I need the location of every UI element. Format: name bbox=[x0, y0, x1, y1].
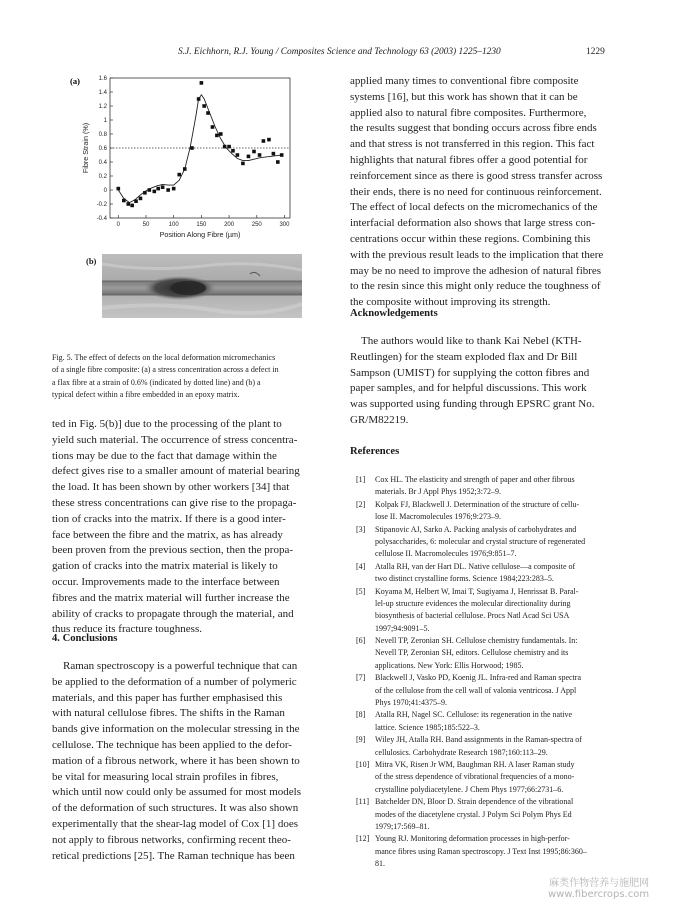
body-line: materials, and this paper has further emphasised this bbox=[52, 691, 283, 704]
data-point bbox=[206, 111, 210, 115]
data-point bbox=[183, 167, 187, 171]
reference-line: lel-up structure evidences the molecular directionality during bbox=[375, 598, 571, 608]
reference-line: Atalla RH, van der Hart DL. Native cellulose—a composite of bbox=[375, 561, 576, 571]
reference-number: [1] bbox=[356, 475, 366, 484]
journal-citation: S.J. Eichhorn, R.J. Young / Composites Science and Technology 63 (2003) 1225–1230 bbox=[178, 47, 501, 57]
data-point bbox=[202, 104, 206, 108]
data-point bbox=[211, 125, 215, 129]
data-point bbox=[190, 146, 194, 150]
body-line: highlights that natural fibres offer a good potential for bbox=[350, 153, 588, 166]
body-line: tion of cracks into the matrix. If there is a good inter- bbox=[52, 512, 286, 525]
body-line: applied also to natural fibre composites. Furthermore, bbox=[350, 106, 587, 119]
body-line: not apply to fibrous networks, confirming recent theo- bbox=[52, 833, 291, 846]
reference-number: [11] bbox=[356, 797, 370, 807]
y-tick-label: 0.4 bbox=[98, 160, 107, 167]
body-line: which until now could only be assumed for most models bbox=[52, 786, 301, 799]
reference-line: Young RJ. Monitoring deformation processes in high-perfor- bbox=[375, 834, 570, 844]
reference-line: biosynthesis of bacterial cellulose. Procs Natl Acad Sci USA bbox=[375, 611, 570, 621]
body-line: defect gives rise to a smaller amount of material bearing bbox=[52, 465, 300, 478]
right-column-body bbox=[350, 74, 603, 311]
reference-item bbox=[356, 709, 626, 734]
body-line: experimentally that the shear-lag model of Cox [1] does bbox=[52, 817, 298, 830]
data-point bbox=[219, 132, 223, 136]
body-line: with natural cellulose fibres. The shifts in the Raman bbox=[52, 707, 285, 720]
reference-line: Kolpak FJ, Blackwell J. Determination of the structure of cellu- bbox=[375, 499, 580, 509]
reference-number: [4] bbox=[356, 561, 366, 571]
data-point bbox=[262, 139, 266, 143]
body-line: Sampson (UMIST) for supplying the cotton fibres and bbox=[350, 366, 590, 379]
reference-line: lose II. Macromolecules 1976;9:273–9. bbox=[375, 512, 501, 522]
data-point bbox=[252, 150, 256, 154]
body-line: may be no need to improve the adhesion of natural fibres bbox=[350, 264, 602, 277]
x-axis-label: Position Along Fibre (µm) bbox=[159, 230, 241, 239]
reference-item bbox=[356, 796, 626, 833]
reference-line: cellulose II. Macromolecules 1976;9:851–7. bbox=[375, 549, 517, 559]
data-point bbox=[267, 138, 271, 142]
data-point bbox=[200, 81, 204, 85]
reference-line: 1997;94:9091–5. bbox=[375, 623, 430, 633]
caption-line: of a single fibre composite: (a) a stress concentration across a defect in bbox=[52, 365, 279, 375]
reference-line: mance fibres using Raman spectroscopy. J Text Inst 1995;86:360– bbox=[375, 846, 587, 856]
data-point bbox=[177, 173, 181, 177]
data-point bbox=[117, 187, 121, 191]
x-tick-label: 300 bbox=[279, 222, 290, 228]
fit-curve bbox=[118, 95, 281, 203]
body-line: reinforcement since as there is good stress transfer across bbox=[350, 169, 603, 182]
caption-line: Fig. 5. The effect of defects on the local deformation micromechanics bbox=[52, 353, 276, 362]
data-point bbox=[272, 152, 276, 156]
reference-line: modes of the diacetylene crystal. J Polym Sci Polym Phys Ed bbox=[375, 809, 572, 819]
body-line: paper samples, and for helpful discussions. This work bbox=[350, 382, 587, 395]
body-line: was supported using funding through EPSRC grant No. bbox=[350, 398, 595, 411]
data-point bbox=[223, 145, 227, 149]
y-tick-label: 1.4 bbox=[98, 90, 107, 97]
body-line: Reutlingen) for the steam exploded flax and Dr Bill bbox=[350, 350, 578, 363]
reference-number: [7] bbox=[356, 673, 366, 683]
acknowledgements-body bbox=[350, 334, 594, 429]
reference-item bbox=[356, 499, 626, 524]
reference-line: Cox HL. The elasticity and strength of paper and other fibrous bbox=[375, 475, 575, 484]
reference-line: 81. bbox=[375, 859, 385, 869]
data-point bbox=[215, 134, 219, 138]
reference-line: Stipanovic AJ, Sarko A. Packing analysis of carbohydrates and bbox=[375, 524, 577, 534]
data-point bbox=[172, 187, 176, 191]
data-point bbox=[166, 188, 170, 192]
y-tick-label: 0.2 bbox=[98, 174, 107, 181]
page-number: 1229 bbox=[586, 47, 605, 57]
body-line: yield such material. The occurrence of stress concentra- bbox=[52, 433, 298, 446]
reference-line: Mitra VK, Risen Jr WM, Baughman RH. A laser Raman study bbox=[375, 759, 575, 769]
reference-item bbox=[356, 474, 626, 499]
reference-item bbox=[356, 561, 626, 586]
panel-b-label: (b) bbox=[86, 256, 97, 266]
reference-item bbox=[356, 833, 626, 870]
reference-line: lattice. Science 1985;185:522–3. bbox=[375, 722, 480, 732]
y-tick-label: 0.6 bbox=[98, 146, 107, 153]
x-tick-label: 100 bbox=[168, 222, 179, 228]
figure-caption bbox=[52, 352, 279, 402]
reference-item bbox=[356, 759, 626, 796]
reference-number: [8] bbox=[356, 710, 366, 720]
data-point bbox=[280, 153, 284, 157]
x-tick-label: 0 bbox=[116, 222, 120, 228]
reference-number: [12] bbox=[356, 834, 370, 844]
reference-line: of the stress dependence of vibrational frequencies of a mono- bbox=[375, 772, 575, 782]
data-point bbox=[143, 191, 147, 195]
reference-line: Nevell TP, Zeronian SH, editors. Cellulose chemistry and its bbox=[375, 648, 569, 658]
reference-line: Koyama M, Helbert W, Imai T, Sugiyama J, Henrissat B. Paral- bbox=[375, 586, 579, 596]
reference-number: [2] bbox=[356, 499, 366, 509]
data-point bbox=[258, 153, 262, 157]
reference-line: applications. New York: Ellis Horwood; 1985. bbox=[375, 660, 524, 670]
y-tick-label: 0 bbox=[103, 188, 107, 195]
data-point bbox=[156, 187, 160, 191]
reference-line: materials. Br J Appl Phys 1952;3:72–9. bbox=[375, 487, 501, 497]
y-tick-label: 1.2 bbox=[98, 104, 107, 111]
data-point bbox=[122, 199, 126, 203]
body-line: been proven from the previous section, then the propa- bbox=[52, 544, 294, 557]
body-line: mation of a fibrous network, where it has been shown to bbox=[52, 754, 300, 767]
data-point bbox=[139, 197, 143, 201]
body-line: thus reduce its fracture toughness. bbox=[52, 623, 202, 636]
reference-item bbox=[356, 672, 626, 709]
reference-line: Phys 1970;41:4375–9. bbox=[375, 698, 448, 708]
body-line: retical predictions [25]. The Raman technique has been bbox=[52, 849, 295, 862]
data-point bbox=[236, 153, 240, 157]
acknowledgements-heading: Acknowledgements bbox=[350, 308, 438, 319]
reference-line: Blackwell J, Vasko PD, Koenig JL. Infra-red and Raman spectra bbox=[375, 673, 582, 683]
watermark-line: www.fibercrops.com bbox=[548, 889, 650, 900]
reference-line: cellulosics. Carbohydrate Research 1987;160:113–29. bbox=[375, 747, 548, 757]
reference-item bbox=[356, 586, 626, 636]
body-line: be applied to the deformation of a number of polymeric bbox=[52, 675, 297, 688]
body-line: ted in Fig. 5(b)] due to the processing of the plant to bbox=[52, 418, 282, 430]
reference-list bbox=[356, 474, 626, 871]
conclusions-body bbox=[52, 659, 301, 864]
data-point bbox=[148, 188, 152, 192]
x-tick-label: 150 bbox=[196, 222, 207, 228]
body-line: The authors would like to thank Kai Nebel (KTH- bbox=[361, 335, 582, 347]
watermark-line: 麻类作物营养与施肥网 bbox=[549, 878, 650, 889]
body-line: the composite without improving its strength. bbox=[350, 296, 551, 309]
figure-5a bbox=[58, 72, 310, 252]
body-line: interfacial deformation also shows that large stress con- bbox=[350, 217, 596, 230]
data-point bbox=[227, 145, 231, 149]
figure-5b bbox=[58, 250, 310, 320]
body-line: bands give information on the molecular stressing in the bbox=[52, 723, 300, 736]
body-line: with the previous result leads to the implication that there bbox=[350, 248, 604, 261]
body-line: GR/M82219. bbox=[350, 413, 409, 426]
body-line: The effect of local defects on the micromechanics of the bbox=[350, 201, 598, 214]
body-line: these stress concentrations can give rise to the propaga- bbox=[52, 496, 297, 509]
reference-item bbox=[356, 635, 626, 672]
strain-profile-chart bbox=[58, 72, 310, 252]
body-line: to the resin since this might only reduce the toughness of bbox=[350, 280, 601, 293]
reference-line: 1979;17:569–81. bbox=[375, 821, 430, 831]
y-tick-label: -0.2 bbox=[96, 202, 107, 209]
y-tick-label: 1.6 bbox=[98, 76, 107, 83]
body-line: and that stress is not transferred in this region. This fact bbox=[350, 138, 595, 151]
body-line: be vital for measuring local strain profiles in fibres, bbox=[52, 770, 279, 783]
body-line: fibres and the matrix material will further increase the bbox=[52, 591, 290, 604]
reference-line: Atalla RH, Nagel SC. Cellulose: its regeneration in the native bbox=[375, 710, 573, 720]
x-tick-label: 200 bbox=[224, 222, 235, 228]
reference-item bbox=[356, 524, 626, 561]
body-line: the results suggest that bonding occurs across fibre ends bbox=[350, 122, 597, 135]
x-tick-label: 250 bbox=[251, 222, 262, 228]
reference-line: polysaccharides, 6: molecular and crystal structure of regenerated bbox=[375, 536, 586, 546]
watermark bbox=[548, 874, 649, 900]
data-point bbox=[134, 199, 138, 203]
body-line: gation of cracks into the matrix material is likely to bbox=[52, 560, 278, 573]
body-line: of the deformation of such structures. It was also shown bbox=[52, 802, 299, 815]
data-point bbox=[231, 149, 235, 153]
data-point bbox=[276, 160, 280, 164]
reference-line: Wiley JH, Atalla RH. Band assignments in the Raman-spectra of bbox=[375, 735, 582, 745]
reference-line: crystalline polydiacetylene. J Chem Phys 1977;66:2731–6. bbox=[375, 784, 564, 794]
caption-line: typical defect within a fibre embedded in an epoxy matrix. bbox=[52, 390, 240, 400]
fibre-defect-micrograph bbox=[102, 254, 302, 318]
left-column-body bbox=[52, 417, 300, 638]
references-heading: References bbox=[350, 446, 400, 457]
data-point bbox=[197, 97, 201, 101]
body-line: centrations occur within these regions. Combining this bbox=[350, 232, 591, 245]
conclusions-heading: 4. Conclusions bbox=[52, 633, 118, 644]
y-tick-label: -0.4 bbox=[96, 216, 107, 223]
reference-item bbox=[356, 734, 626, 759]
caption-line: a flax fibre at a strain of 0.6% (indicated by dotted line) and (b) a bbox=[52, 377, 261, 387]
y-tick-label: 0.8 bbox=[98, 132, 107, 139]
data-point bbox=[130, 204, 134, 208]
reference-line: two distinct crystalline forms. Science 1984;223:283–5. bbox=[375, 574, 554, 584]
reference-line: Nevell TP, Zeronian SH. Cellulose chemistry fundamentals. In: bbox=[375, 636, 578, 646]
reference-number: [5] bbox=[356, 586, 366, 596]
x-tick-label: 50 bbox=[142, 222, 150, 228]
reference-number: [6] bbox=[356, 636, 366, 646]
body-line: face between the fibre and the matrix, as has already bbox=[52, 528, 283, 541]
body-line: ability of cracks to propagate through the material, and bbox=[52, 607, 294, 620]
reference-line: of the cellulose from the cell wall of valonia ventricosa. J Appl bbox=[375, 685, 577, 695]
reference-number: [3] bbox=[356, 524, 366, 534]
body-line: applied many times to conventional fibre composite bbox=[350, 75, 579, 87]
body-line: their ends, there is no need for continuous reinforcement. bbox=[350, 185, 602, 198]
body-line: cellulose. The technique has been applied to the defor- bbox=[52, 738, 292, 751]
data-point bbox=[126, 202, 130, 206]
body-line: occur. Improvements made to the interface between bbox=[52, 575, 280, 588]
reference-number: [9] bbox=[356, 735, 366, 745]
reference-number: [10] bbox=[356, 759, 370, 769]
data-point bbox=[241, 162, 245, 166]
y-tick-label: 1 bbox=[103, 118, 107, 125]
data-point bbox=[153, 190, 157, 194]
body-line: Raman spectroscopy is a powerful technique that can bbox=[63, 660, 298, 672]
body-line: tions may be due to the fact that damage within the bbox=[52, 449, 277, 462]
body-line: the load. It has been shown by other workers [34] that bbox=[52, 481, 290, 494]
y-axis-label: Fibre Strain (%) bbox=[81, 122, 90, 174]
reference-line: Batchelder DN, Bloor D. Strain dependence of the vibrational bbox=[375, 797, 574, 807]
data-point bbox=[161, 185, 165, 189]
data-point bbox=[247, 155, 251, 159]
panel-a-label: (a) bbox=[70, 76, 80, 86]
body-line: systems [16], but this work has shown that it can be bbox=[350, 90, 578, 103]
